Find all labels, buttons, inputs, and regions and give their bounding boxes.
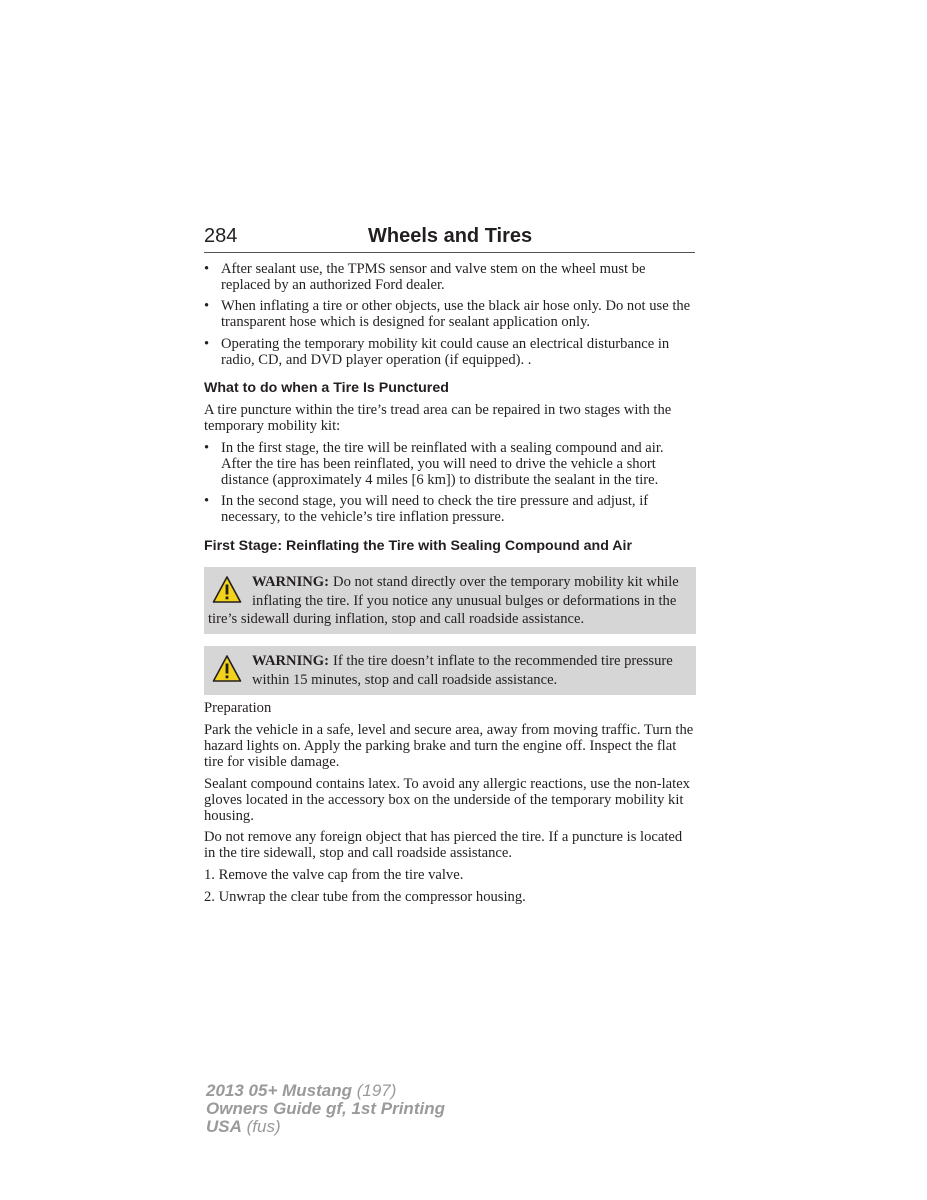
- bullet-icon: •: [204, 440, 210, 457]
- warning-triangle-icon: [212, 654, 242, 684]
- list-item: • In the second stage, you will need to check the tire pressure and adjust, if necessary, to the vehicle’s tire inflation pressure.: [204, 493, 649, 526]
- step-item: 2. Unwrap the clear tube from the compressor housing.: [204, 889, 526, 906]
- bullet-icon: •: [204, 261, 210, 277]
- bullet-icon: •: [204, 493, 210, 510]
- warning-text: Do not stand directly over the temporary mobility kit while inflating the tire. If you notice any unusual bulges or deformations in the tire’s sidewall during inflation, stop and call roadside assistance.: [208, 574, 679, 627]
- page-number: 284: [204, 225, 238, 247]
- list-item: • When inflating a tire or other objects, use the black air hose only. Do not use the transparent hose which is designed for sealant application only.: [204, 298, 691, 331]
- puncture-heading: What to do when a Tire Is Punctured: [204, 380, 449, 397]
- footer-line: 2013 05+ Mustang (197): [206, 1081, 397, 1100]
- bullet-icon: •: [204, 298, 210, 315]
- list-item: • After sealant use, the TPMS sensor and valve stem on the wheel must be replaced by an authorized Ford dealer.: [204, 261, 646, 293]
- bullet-list-top: [204, 262, 696, 368]
- paragraph: Sealant compound contains latex. To avoid any allergic reactions, use the non-latex gloves located in the accessory box on the underside of the temporary mobility kit housing.: [204, 775, 690, 824]
- warning-box: [204, 567, 696, 634]
- section-title: Wheels and Tires: [368, 225, 533, 247]
- list-item: • In the first stage, the tire will be reinflated with a sealing compound and air. After the tire has been reinflated, you will need to drive the vehicle a short distance (approximately 4 miles [6 km]) to distribute the sealant in the tire.: [204, 440, 664, 488]
- preparation-label: Preparation: [204, 700, 272, 717]
- page-header: [204, 224, 695, 253]
- warning-text: If the tire doesn’t inflate to the recommended tire pressure within 15 minutes, stop and call roadside assistance.: [252, 653, 673, 688]
- bullet-list-stages: [204, 441, 696, 526]
- page-content: [204, 262, 696, 912]
- warning-box: [204, 646, 696, 695]
- print-footer: [206, 1082, 445, 1136]
- paragraph: Park the vehicle in a safe, level and secure area, away from moving traffic. Turn the hazard lights on. Apply the parking brake and turn the engine off. Inspect the flat tire for visible damage.: [204, 722, 694, 770]
- footer-line: USA (fus): [206, 1117, 281, 1136]
- footer-line: Owners Guide gf, 1st Printing: [206, 1099, 445, 1118]
- warning-label: WARNING:: [252, 574, 330, 591]
- paragraph: Do not remove any foreign object that has pierced the tire. If a puncture is located in the tire sidewall, stop and call roadside assistance.: [204, 829, 683, 862]
- step-item: 1. Remove the valve cap from the tire valve.: [204, 867, 464, 884]
- first-stage-heading: First Stage: Reinflating the Tire with Sealing Compound and Air: [204, 538, 633, 555]
- warning-triangle-icon: [212, 575, 242, 605]
- list-item: • Operating the temporary mobility kit could cause an electrical disturbance in radio, CD, and DVD player operation (if equipped). .: [204, 335, 670, 368]
- warning-label: WARNING:: [252, 653, 330, 670]
- puncture-intro: A tire puncture within the tire’s tread area can be repaired in two stages with the temporary mobility kit:: [204, 402, 672, 435]
- bullet-icon: •: [204, 335, 210, 352]
